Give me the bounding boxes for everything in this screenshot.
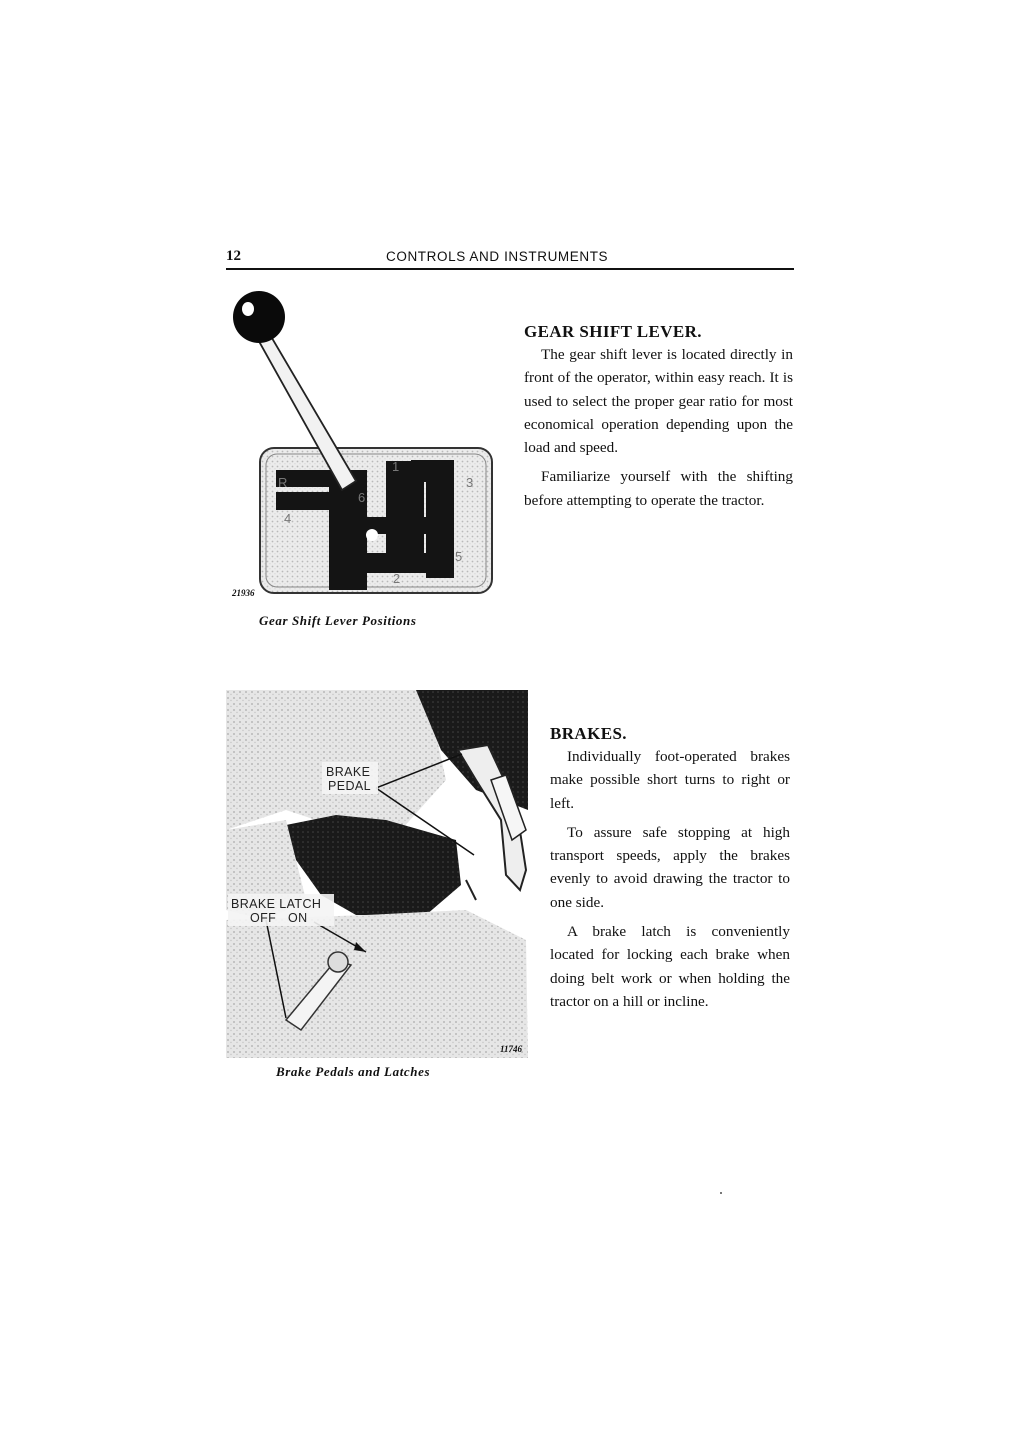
- label-brake-latch: BRAKE LATCH: [231, 897, 322, 911]
- brake-figure: [226, 690, 528, 1058]
- gate-label-6: 6: [358, 490, 366, 505]
- gear-shift-figure: [226, 285, 506, 605]
- scan-speck: [720, 1192, 722, 1194]
- page-header: [226, 248, 794, 270]
- gear-figure-number: 21936: [232, 588, 255, 598]
- gate-label-4: 4: [284, 511, 292, 526]
- brake-figure-number: 11746: [500, 1044, 523, 1054]
- gate-label-1: 1: [392, 459, 400, 474]
- gate-label-5: 5: [455, 549, 463, 564]
- gate-label-3: 3: [466, 475, 474, 490]
- label-pedal: PEDAL: [328, 779, 371, 793]
- brake-figure-caption: Brake Pedals and Latches: [276, 1064, 431, 1079]
- gear-shift-paragraph-1: The gear shift lever is located directly in front of the operator, within easy reach. It is used to select the proper gear ratio for most economical operation depending upon the load and speed.: [524, 346, 793, 457]
- label-latch-on: ON: [288, 911, 308, 925]
- gear-shift-paragraph-2: Familiarize yourself with the shifting before attempting to operate the tractor.: [524, 468, 793, 509]
- gear-shift-illustration: [226, 285, 506, 605]
- label-brake: BRAKE: [326, 765, 371, 779]
- gate-label-r: R: [278, 475, 288, 490]
- brakes-paragraph-1: Individually foot-operated brakes make possible short turns to right or left.: [550, 748, 790, 812]
- brakes-section: [550, 723, 790, 1019]
- page-number: 12: [226, 248, 241, 264]
- brakes-paragraph-2: To assure safe stopping at high transport speeds, apply the brakes evenly to avoid drawing the tractor to one side.: [550, 823, 790, 911]
- running-head: CONTROLS AND INSTRUMENTS: [386, 249, 609, 264]
- brakes-heading: BRAKES.: [550, 724, 627, 743]
- brakes-paragraph-3: A brake latch is conveniently located for locking each brake when doing belt work or when holding the tractor on a hill or incline.: [550, 923, 790, 1010]
- gear-shift-section: [524, 321, 793, 518]
- brake-photo: [226, 690, 528, 1058]
- lever-knob: [233, 291, 285, 343]
- gear-figure-caption: Gear Shift Lever Positions: [259, 613, 417, 628]
- gate-label-2: 2: [393, 571, 401, 586]
- label-latch-off: OFF: [250, 911, 277, 925]
- gear-shift-heading: GEAR SHIFT LEVER.: [524, 322, 702, 341]
